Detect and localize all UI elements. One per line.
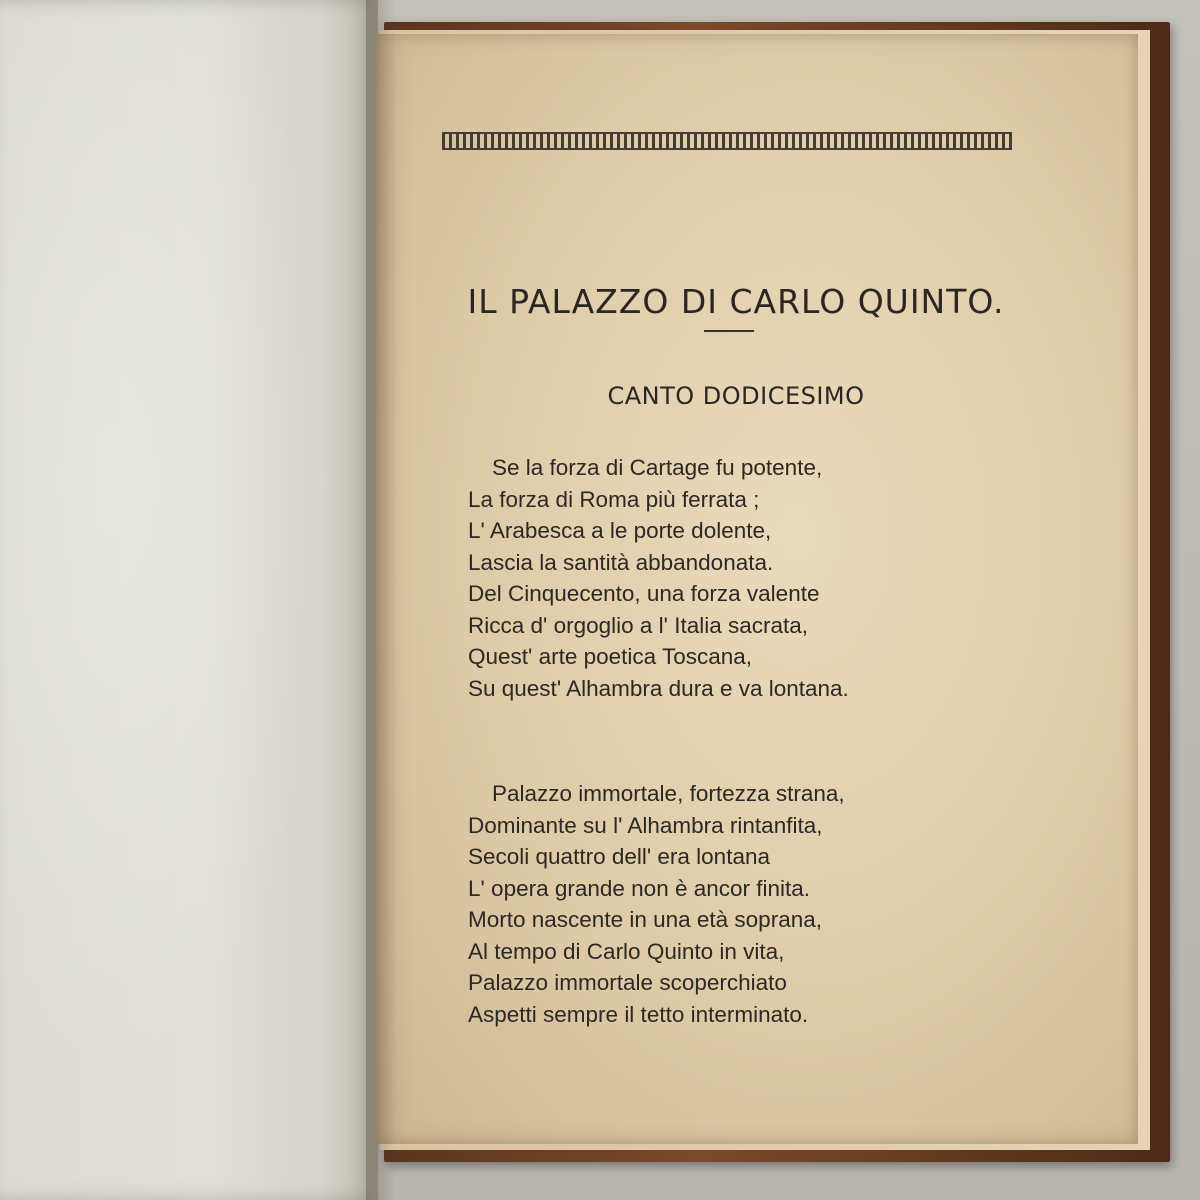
verse-line: Palazzo immortale scoperchiato: [468, 970, 787, 995]
verse-line: Morto nascente in una età soprana,: [468, 907, 822, 932]
verse-line: Ricca d' orgoglio a l' Italia sacrata,: [468, 612, 809, 638]
verse-line: Al tempo di Carlo Quinto in vita,: [468, 938, 785, 964]
decorative-header-border: [442, 132, 1012, 150]
verse-line: Se la forza di Cartage fu potente,: [492, 455, 823, 480]
left-blank-page: [0, 0, 378, 1200]
verse-line: Dominante su l' Alhambra rintanfita,: [468, 812, 823, 838]
verse-line: L' Arabesca a le porte dolente,: [468, 518, 772, 543]
verse-line: Quest' arte poetica Toscana,: [468, 644, 753, 669]
verse-line: Aspetti sempre il tetto interminato.: [468, 1001, 809, 1027]
verse-line: Su quest' Alhambra dura e va lontana.: [468, 675, 849, 701]
page-title: IL PALAZZO DI CARLO QUINTO.: [467, 282, 1005, 321]
book-gutter-shadow: [366, 0, 396, 1200]
verse-line: Palazzo immortale, fortezza strana,: [492, 781, 845, 806]
stanza-2: [468, 778, 1028, 1030]
verse-line: Del Cinquecento, una forza valente: [468, 581, 820, 606]
verse-line: La forza di Roma più ferrata ;: [468, 486, 760, 512]
verse-line: L' opera grande non è ancor finita.: [468, 875, 811, 901]
stanza-1: [468, 452, 1028, 704]
canto-heading: CANTO DODICESIMO: [607, 382, 865, 410]
right-printed-page: [376, 34, 1138, 1144]
title-divider: [704, 330, 754, 332]
verse-line: Lascia la santità abbandonata.: [468, 549, 774, 575]
verse-line: Secoli quattro dell' era lontana: [468, 844, 770, 869]
